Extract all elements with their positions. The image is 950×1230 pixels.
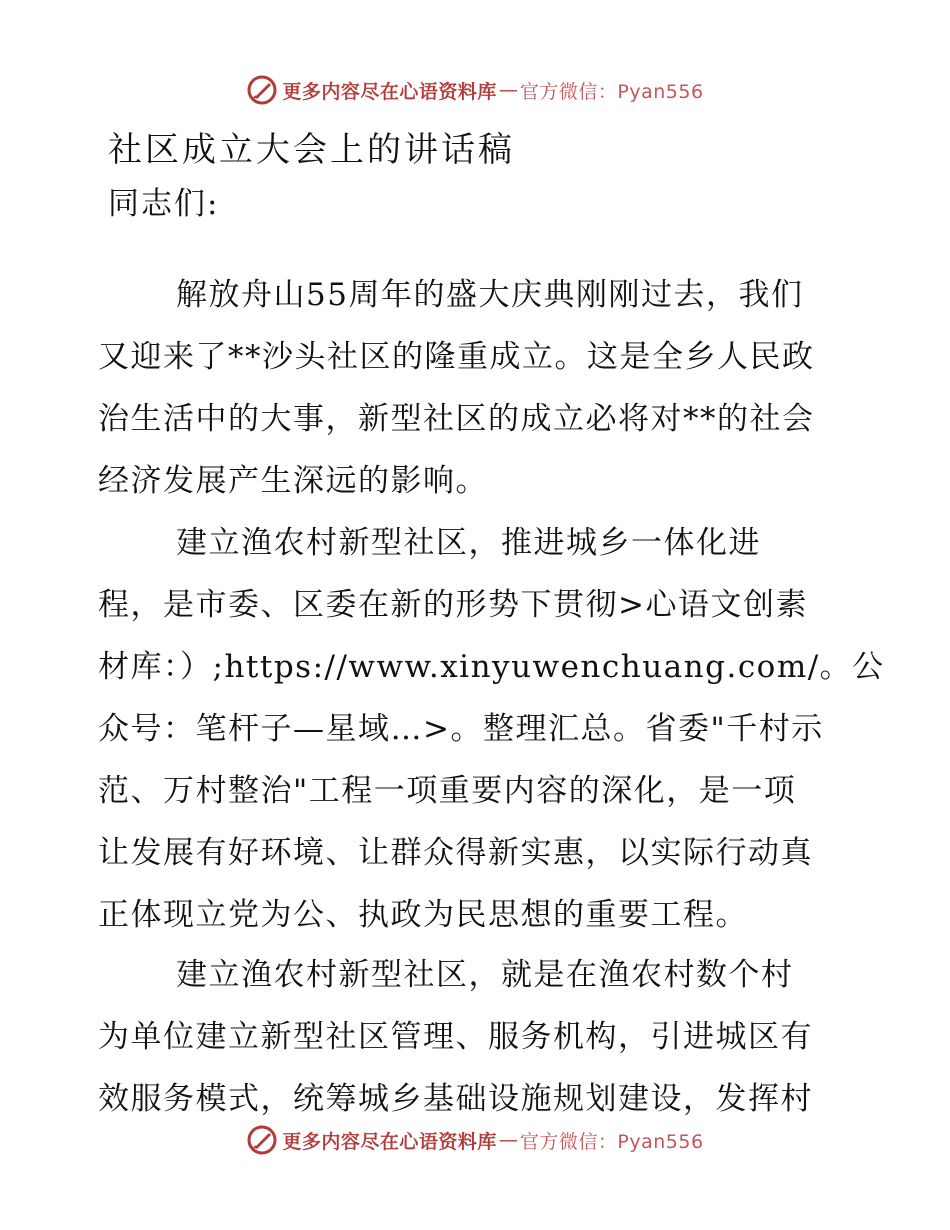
watermark-footer	[0, 1120, 950, 1160]
paragraph-line: 解放舟山55周年的盛大庆典刚刚过去，我们	[176, 277, 804, 313]
paragraph-line: 治生活中的大事，新型社区的成立必将对**的社会	[98, 401, 815, 437]
paragraph-3	[98, 944, 858, 1130]
paragraph-line: 为单位建立新型社区管理、服务机构，引进城区有	[98, 1019, 813, 1055]
paragraph-line: 众号：笔杆子—星域…>。整理汇总。省委"千村示	[98, 711, 824, 747]
watermark-contact: 官方微信：Pyan556	[519, 1130, 704, 1153]
watermark-contact: 官方微信：Pyan556	[519, 80, 704, 103]
paragraph-line: 材库：）;https://www.xinyuwenchuang.com/。公	[98, 649, 885, 685]
paragraph-line: 正体现立党为公、执政为民思想的重要工程。	[98, 897, 748, 933]
quill-seal-icon	[246, 1124, 278, 1156]
paragraph-line: 经济发展产生深远的影响。	[98, 463, 488, 499]
paragraph-line: 建立渔农村新型社区，就是在渔农村数个村	[176, 957, 794, 993]
paragraph-1	[98, 264, 858, 512]
paragraph-line: 程，是市委、区委在新的形势下贯彻>心语文创素	[98, 587, 808, 623]
watermark-separator: —	[498, 79, 518, 101]
paragraph-line: 又迎来了**沙头社区的隆重成立。这是全乡人民政	[98, 339, 815, 375]
paragraph-2	[98, 512, 885, 946]
paragraph-line: 让发展有好环境、让群众得新实惠，以实际行动真	[98, 835, 813, 871]
watermark-brand: 更多内容尽在心语资料库	[282, 1130, 497, 1153]
paragraph-line: 范、万村整治"工程一项重要内容的深化，是一项	[98, 773, 797, 809]
document-title: 社区成立大会上的讲话稿	[108, 130, 515, 170]
quill-seal-icon	[246, 74, 278, 106]
paragraph-line: 建立渔农村新型社区，推进城乡一体化进	[176, 525, 761, 561]
watermark-separator: —	[498, 1129, 518, 1151]
salutation: 同志们:	[108, 186, 220, 222]
watermark-header	[0, 70, 950, 110]
watermark-brand: 更多内容尽在心语资料库	[282, 80, 497, 103]
paragraph-line: 效服务模式，统筹城乡基础设施规划建设，发挥村	[98, 1081, 813, 1117]
